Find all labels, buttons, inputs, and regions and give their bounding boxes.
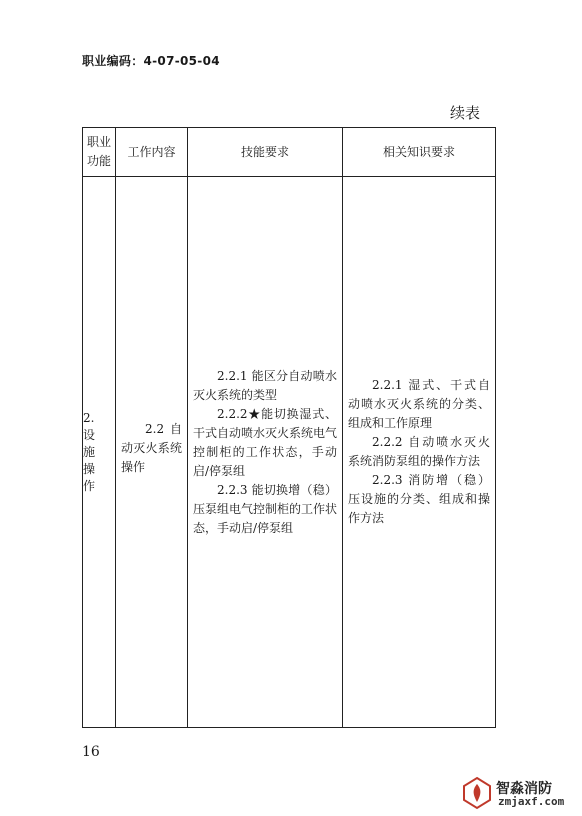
logo-url: zmjaxf.com	[498, 795, 565, 808]
table-header-row	[83, 128, 496, 177]
watermark-logo	[462, 776, 574, 810]
occupation-code: 职业编码：4-07-05-04	[82, 54, 220, 68]
header-work-content: 工作内容	[116, 128, 188, 177]
skill-item: 2.2.2★能切换湿式、干式自动喷水灭火系统电气控制柜的工作状态，手动启/停泵组	[193, 406, 338, 478]
knowledge-item: 2.2.1 湿式、干式自动喷水灭火系统的分类、组成和工作原理	[348, 378, 490, 430]
table-row	[83, 177, 496, 728]
header-skills: 技能要求	[188, 128, 343, 177]
header-knowledge: 相关知识要求	[343, 128, 496, 177]
knowledge-cell	[343, 177, 496, 728]
work-content-cell: 2.2 自动灭火系统操作	[116, 177, 188, 728]
knowledge-item: 2.2.2 自动喷水灭火系统消防泵组的操作方法	[348, 435, 490, 468]
header-function: 职业 功能	[83, 128, 116, 177]
logo-icon	[462, 776, 492, 810]
skill-item: 2.2.1 能区分自动喷水灭火系统的类型	[193, 368, 337, 402]
continued-label: 续表	[450, 104, 481, 122]
logo-brand: 智淼消防	[496, 781, 552, 797]
skills-table	[82, 127, 496, 728]
function-cell: 2. 设 施 操 作	[83, 177, 116, 728]
skills-cell	[188, 177, 343, 728]
skill-item: 2.2.3 能切换增（稳）压泵组电气控制柜的工作状态，手动启/停泵组	[193, 482, 338, 535]
page-number: 16	[82, 744, 100, 760]
knowledge-item: 2.2.3 消防增（稳）压设施的分类、组成和操作方法	[348, 473, 490, 525]
